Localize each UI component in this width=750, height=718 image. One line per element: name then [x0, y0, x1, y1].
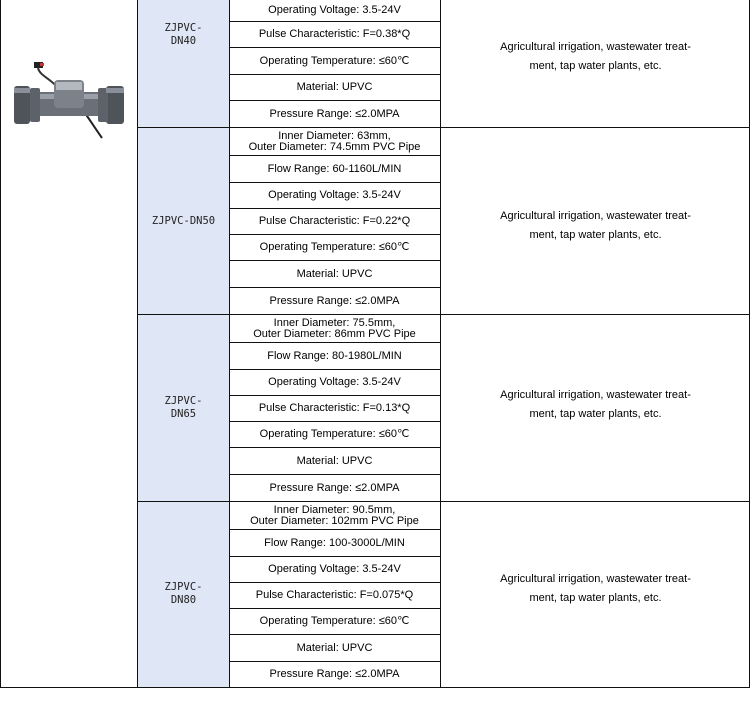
spec-cell: Material: UPVC: [296, 81, 373, 93]
spec-cell: Operating Temperature: ≤60℃: [259, 615, 410, 627]
spec-cell: Flow Range: 100-3000L/MIN: [264, 536, 405, 549]
spec-cell: Material: UPVC: [296, 641, 373, 654]
spec-cell: Inner Diameter: 75.5mm, Outer Diameter: 86mm PVC Pipe: [253, 316, 416, 340]
spec-cell: Operating Temperature: ≤60℃: [259, 54, 410, 67]
application-cell: Agricultural irrigation, wastewater treat- ment, tap water plants, etc.: [500, 573, 691, 604]
spec-cell: Material: UPVC: [296, 454, 373, 467]
spec-cell: Pulse Characteristic: F=0.38*Q: [258, 28, 411, 40]
spec-cell: Material: UPVC: [296, 267, 373, 280]
spec-cell: Inner Diameter: 90.5mm, Outer Diameter: 102mm PVC Pipe: [250, 503, 419, 527]
model-cell-dn40: [138, 0, 229, 127]
spec-cell: Pressure Range: ≤2.0MPA: [269, 481, 400, 494]
model-label: ZJPVC-DN50: [151, 215, 216, 227]
spec-cell: Operating Voltage: 3.5-24V: [268, 189, 401, 201]
spec-cell: Pressure Range: ≤2.0MPA: [269, 107, 400, 120]
spec-cell: Pulse Characteristic: F=0.13*Q: [258, 402, 411, 414]
spec-cell: Pulse Characteristic: F=0.075*Q: [255, 589, 414, 601]
spec-cell: Operating Voltage: 3.5-24V: [268, 563, 401, 575]
spec-cell: Pulse Characteristic: F=0.22*Q: [258, 215, 411, 227]
spec-cell: Inner Diameter: 63mm, Outer Diameter: 74.5mm PVC Pipe: [248, 129, 421, 153]
model-label: ZJPVC- DN65: [164, 395, 203, 420]
application-cell: Agricultural irrigation, wastewater treat- ment, tap water plants, etc.: [500, 210, 691, 241]
application-cell: Agricultural irrigation, wastewater treat- ment, tap water plants, etc.: [500, 389, 691, 420]
spec-cell: Operating Voltage: 3.5-24V: [268, 4, 401, 16]
spec-cell: Pressure Range: ≤2.0MPA: [269, 294, 400, 307]
flow-sensor-image: [10, 58, 130, 140]
spec-cell: Operating Temperature: ≤60℃: [259, 428, 410, 440]
model-label: ZJPVC- DN40: [164, 22, 203, 47]
model-label: ZJPVC- DN80: [164, 581, 203, 606]
spec-cell: Pressure Range: ≤2.0MPA: [269, 668, 400, 680]
spec-cell: Operating Voltage: 3.5-24V: [268, 376, 401, 388]
spec-cell: Operating Temperature: ≤60℃: [259, 241, 410, 253]
spec-cell: Flow Range: 60-1160L/MIN: [267, 162, 402, 175]
spec-cell: Flow Range: 80-1980L/MIN: [267, 349, 402, 362]
application-cell: Agricultural irrigation, wastewater treat- ment, tap water plants, etc.: [500, 41, 691, 72]
